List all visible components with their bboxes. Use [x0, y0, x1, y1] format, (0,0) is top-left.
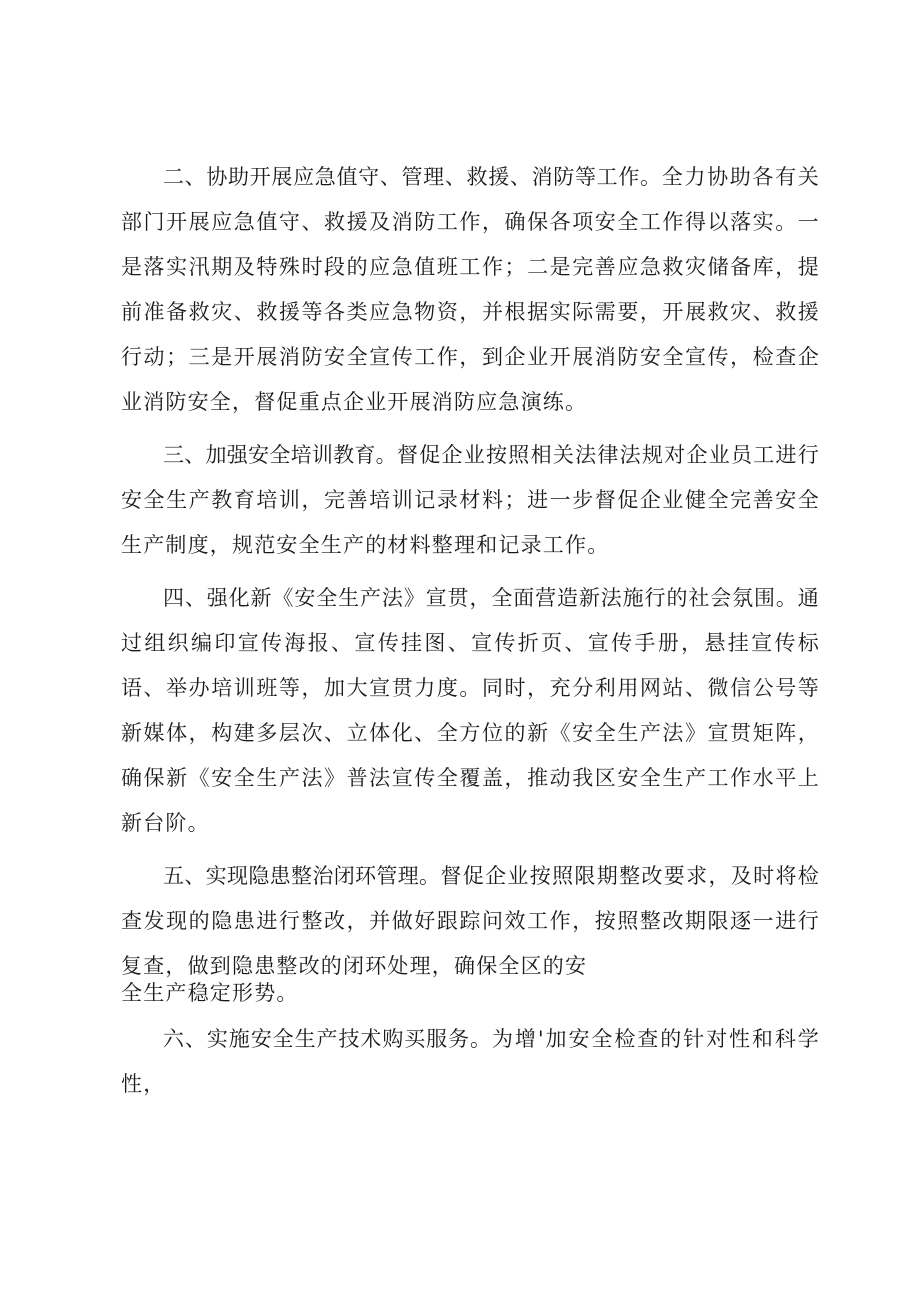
document-page — [121, 155, 820, 1107]
paragraph-technical-services — [121, 1017, 820, 1107]
paragraph-body: 通过组织编印宣传海报、宣传挂图、宣传折页、宣传手册，悬挂宣传标语、举办培训班等，加大宣贯力度。同时，充分利用网站、微信公号等新媒体，构建多层次、立体化、全方位的新《安全生产法》宣贯矩阵，确保新《安全生产法》普法宣传全覆盖，推动我区安全生产工作水平上新台阶。 — [121, 586, 820, 835]
paragraph-body: 全力协助各有关部门开展应急值守、救援及消防工作，确保各项安全工作得以落实。一是落实汛期及特殊时段的应急值班工作；二是完善应急救灾储备库，提前准备救灾、救援等各类应急物资，并根据实际需要，开展救灾、救援行动；三是开展消防安全宣传工作，到企业开展消防安全宣传，检查企业消防安全，督促重点企业开展消防应急演练。 — [121, 165, 820, 414]
paragraph-heading: 三、加强安全培训教育。 — [163, 443, 397, 467]
paragraph-body-tail: 全生产稳定形势。 — [121, 981, 299, 1005]
paragraph-heading: 五、实现隐患整治闭环管理。 — [163, 864, 441, 888]
paragraph-heading: 六、实施安全生产技术购买服务。 — [163, 1027, 492, 1051]
paragraph-hazard-rectification — [121, 854, 820, 1003]
paragraph-body: 督促企业按照限期整改要求，及时将检查发现的隐患进行整改，并做好跟踪问效工作，按照整改期限逐一进行复查，做到隐患整改的闭环处理，确保全区的安 — [121, 864, 820, 978]
paragraph-body: 督促企业按照相关法律法规对企业员工进行安全生产教育培训，完善培训记录材料；进一步督促企业健全完善安全生产制度，规范安全生产的材料整理和记录工作。 — [121, 443, 820, 557]
paragraph-heading: 二、协助开展应急值守、管理、救援、消防等工作。 — [163, 165, 662, 189]
paragraph-heading: 四、强化新《安全生产法》宣贯，全面营造新法施行的社会氛围。 — [163, 586, 798, 610]
paragraph-body: 为增'加安全检查的针对性和科学性， — [121, 1027, 820, 1096]
paragraph-safety-training — [121, 433, 820, 568]
paragraph-safety-law-publicity — [121, 576, 820, 846]
paragraph-emergency-duty — [121, 155, 820, 425]
